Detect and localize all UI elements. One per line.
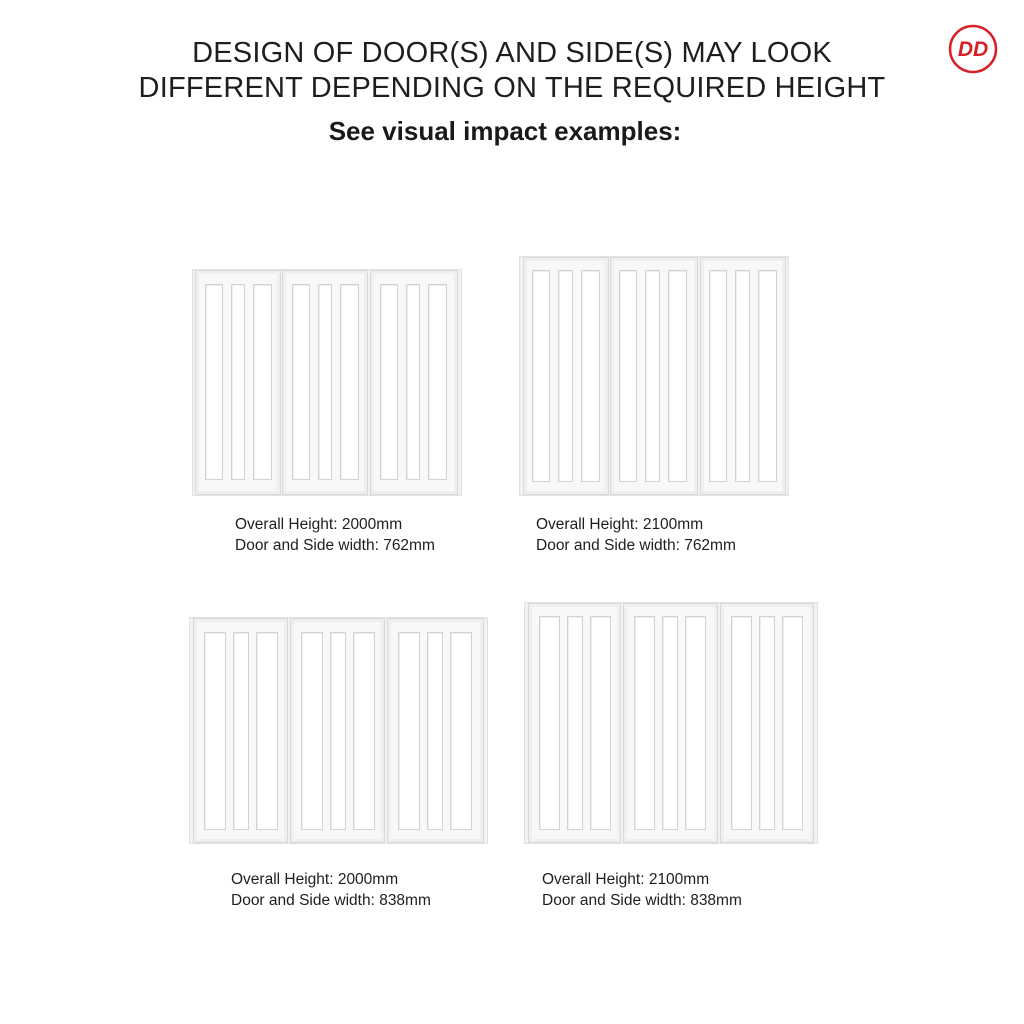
door-panel: [370, 270, 458, 495]
door-panel: [623, 603, 718, 843]
door-panel: [193, 618, 288, 843]
overall-height-label: Overall Height: 2000mm: [235, 516, 403, 533]
door-panel: [523, 257, 609, 495]
door-panel: [387, 618, 484, 843]
door-set-example-3: [190, 618, 487, 843]
door-side-width-label: Door and Side width: 762mm: [536, 537, 736, 554]
door-set-example-2: [520, 257, 788, 495]
overall-height-label: Overall Height: 2000mm: [231, 871, 399, 888]
overall-height-label: Overall Height: 2100mm: [542, 871, 710, 888]
door-set-example-1: [193, 270, 461, 495]
caption-example-1: [235, 514, 435, 556]
door-panel: [195, 270, 281, 495]
door-side-width-label: Door and Side width: 762mm: [235, 537, 435, 554]
caption-example-4: [542, 869, 742, 911]
door-panel: [528, 603, 621, 843]
subtitle: See visual impact examples:: [328, 116, 682, 146]
door-side-width-label: Door and Side width: 838mm: [231, 892, 431, 909]
heading-line-2: DIFFERENT DEPENDING ON THE REQUIRED HEIGHT: [138, 72, 886, 104]
heading-line-1: DESIGN OF DOOR(S) AND SIDE(S) MAY LOOK: [192, 37, 832, 69]
door-panel: [282, 270, 368, 495]
door-panel: [720, 603, 814, 843]
door-set-example-4: [525, 603, 817, 843]
logo-text: DD: [957, 38, 989, 61]
dd-logo-icon: [948, 24, 998, 74]
door-panel: [700, 257, 786, 495]
caption-example-2: [536, 514, 736, 556]
door-panel: [610, 257, 698, 495]
overall-height-label: Overall Height: 2100mm: [536, 516, 704, 533]
door-panel: [290, 618, 385, 843]
caption-example-3: [231, 869, 431, 911]
door-side-width-label: Door and Side width: 838mm: [542, 892, 742, 909]
